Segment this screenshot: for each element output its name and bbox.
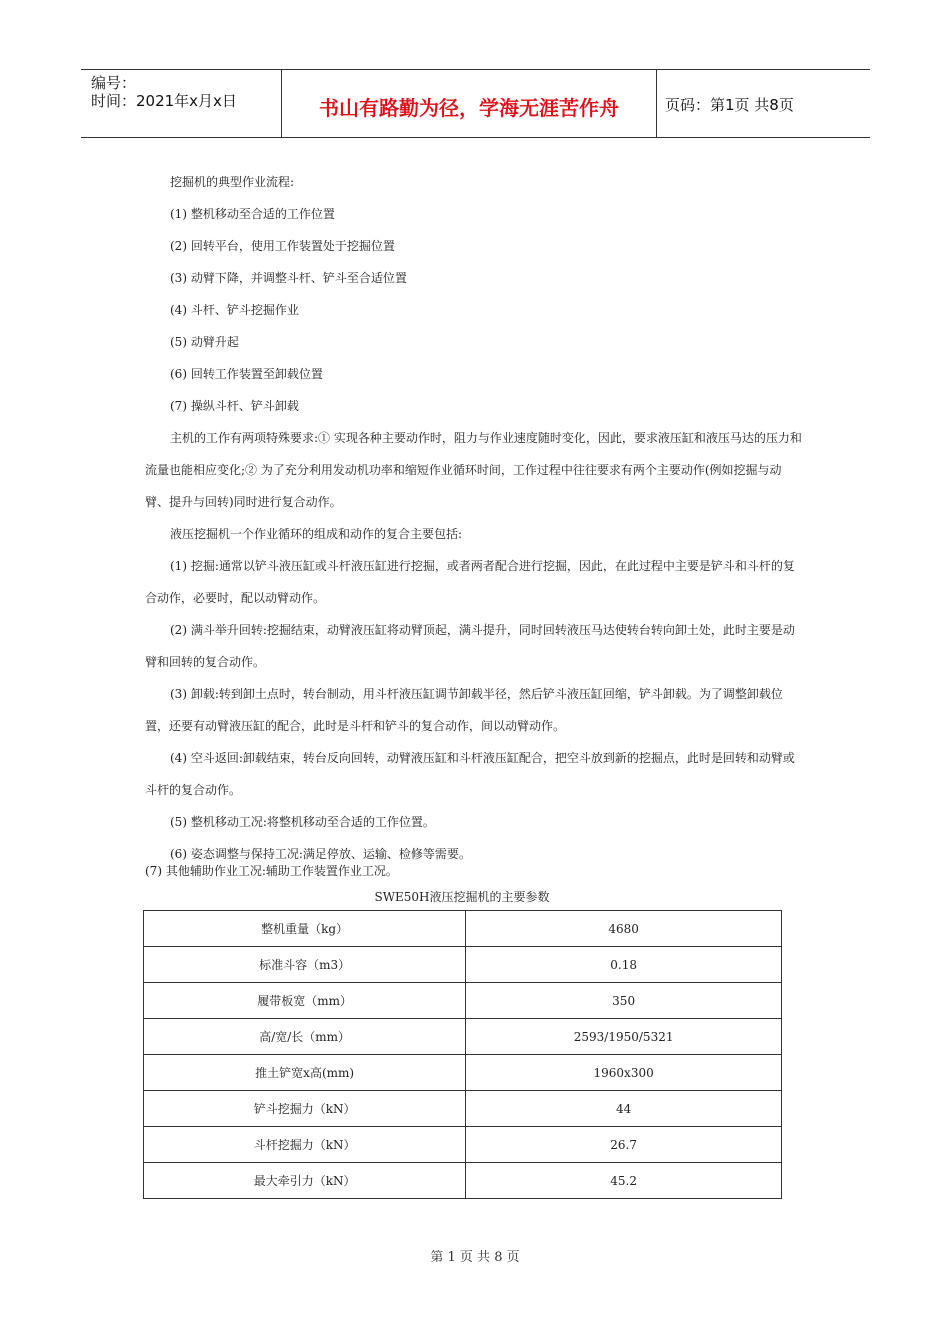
cycle-item: (2) 满斗举升回转:挖掘结束，动臂液压缸将动臂顶起，满斗提升，同时回转液压马达使转台转向卸土处，此时主要是动臂和回转的复合动作。 (145, 623, 795, 669)
table-row (144, 1055, 782, 1091)
requirements-paragraph: 主机的工作有两项特殊要求:① 实现各种主要动作时，阻力与作业速度随时变化，因此，要求液压缸和液压马达的压力和流量也能相应变化;② 为了充分利用发动机功率和缩短作业循环时间，工作过程中往往要求有两个主要动作(例如挖掘与动臂、提升与回转)同时进行复合动作。 (145, 431, 802, 509)
param-name-cell: 高/宽/长（mm） (144, 1019, 466, 1055)
step-item: (2) 回转平台，使用工作装置处于挖掘位置 (170, 239, 395, 253)
param-name-cell: 推土铲宽x高(mm) (144, 1055, 466, 1091)
table-row (144, 983, 782, 1019)
motto: 书山有路勤为径，学海无涯苦作舟 (319, 96, 619, 120)
table-row (144, 911, 782, 947)
table-row (144, 947, 782, 983)
table-caption: SWE50H液压挖掘机的主要参数 (374, 890, 550, 904)
cycle-item: (3) 卸载:转到卸土点时，转台制动，用斗杆液压缸调节卸载半径，然后铲斗液压缸回缩，铲斗卸载。为了调整卸载位置，还要有动臂液压缸的配合，此时是斗杆和铲斗的复合动作，间以动臂动作。 (145, 687, 783, 733)
cycle-intro: 液压挖掘机一个作业循环的组成和动作的复合主要包括: (170, 527, 463, 541)
cycle-item: (6) 姿态调整与保持工况:满足停放、运输、检修等需要。 (170, 847, 471, 861)
param-name-cell: 斗杆挖掘力（kN） (144, 1127, 466, 1163)
param-value-cell: 44 (466, 1091, 782, 1127)
parameters-table (143, 910, 782, 1199)
table-row (144, 1019, 782, 1055)
cycle-item: (4) 空斗返回:卸载结束，转台反向回转，动臂液压缸和斗杆液压缸配合，把空斗放到新的挖掘点，此时是回转和动臂或斗杆的复合动作。 (145, 751, 795, 797)
document-header (81, 69, 870, 138)
step-item: (6) 回转工作装置至卸载位置 (170, 367, 323, 381)
param-name-cell: 履带板宽（mm） (144, 983, 466, 1019)
param-value-cell: 45.2 (466, 1163, 782, 1199)
param-value-cell: 0.18 (466, 947, 782, 983)
table-row (144, 1163, 782, 1199)
param-name-cell: 整机重量（kg） (144, 911, 466, 947)
header-motto-cell (281, 70, 657, 137)
step-item: (5) 动臂升起 (170, 335, 239, 349)
step-item: (7) 操纵斗杆、铲斗卸载 (170, 399, 299, 413)
cycle-item: (1) 挖掘:通常以铲斗液压缸或斗杆液压缸进行挖掘，或者两者配合进行挖掘，因此，在此过程中主要是铲斗和斗杆的复合动作，必要时，配以动臂动作。 (145, 559, 795, 605)
page-footer: 第 1 页 共 8 页 (430, 1250, 520, 1265)
cycle-item: (5) 整机移动工况:将整机移动至合适的工作位置。 (170, 815, 435, 829)
page-code: 页码：第1页 共8页 (665, 96, 794, 114)
number-label: 编号： (91, 74, 137, 92)
header-meta-cell (81, 70, 281, 137)
date-line: 时间：2021年x月x日 (91, 92, 237, 110)
param-value-cell: 350 (466, 983, 782, 1019)
header-page-cell (657, 70, 870, 137)
step-item: (3) 动臂下降，并调整斗杆、铲斗至合适位置 (170, 271, 407, 285)
param-value-cell: 2593/1950/5321 (466, 1019, 782, 1055)
step-item: (1) 整机移动至合适的工作位置 (170, 207, 335, 221)
table-row (144, 1091, 782, 1127)
param-value-cell: 1960x300 (466, 1055, 782, 1091)
param-name-cell: 标准斗容（m3） (144, 947, 466, 983)
param-name-cell: 铲斗挖掘力（kN） (144, 1091, 466, 1127)
param-value-cell: 26.7 (466, 1127, 782, 1163)
param-name-cell: 最大牵引力（kN） (144, 1163, 466, 1199)
table-row (144, 1127, 782, 1163)
cycle-item-last: (7) 其他辅助作业工况:辅助工作装置作业工况。 (145, 864, 398, 878)
document-body (145, 166, 805, 870)
intro-text: 挖掘机的典型作业流程: (170, 175, 295, 189)
step-item: (4) 斗杆、铲斗挖掘作业 (170, 303, 299, 317)
param-value-cell: 4680 (466, 911, 782, 947)
